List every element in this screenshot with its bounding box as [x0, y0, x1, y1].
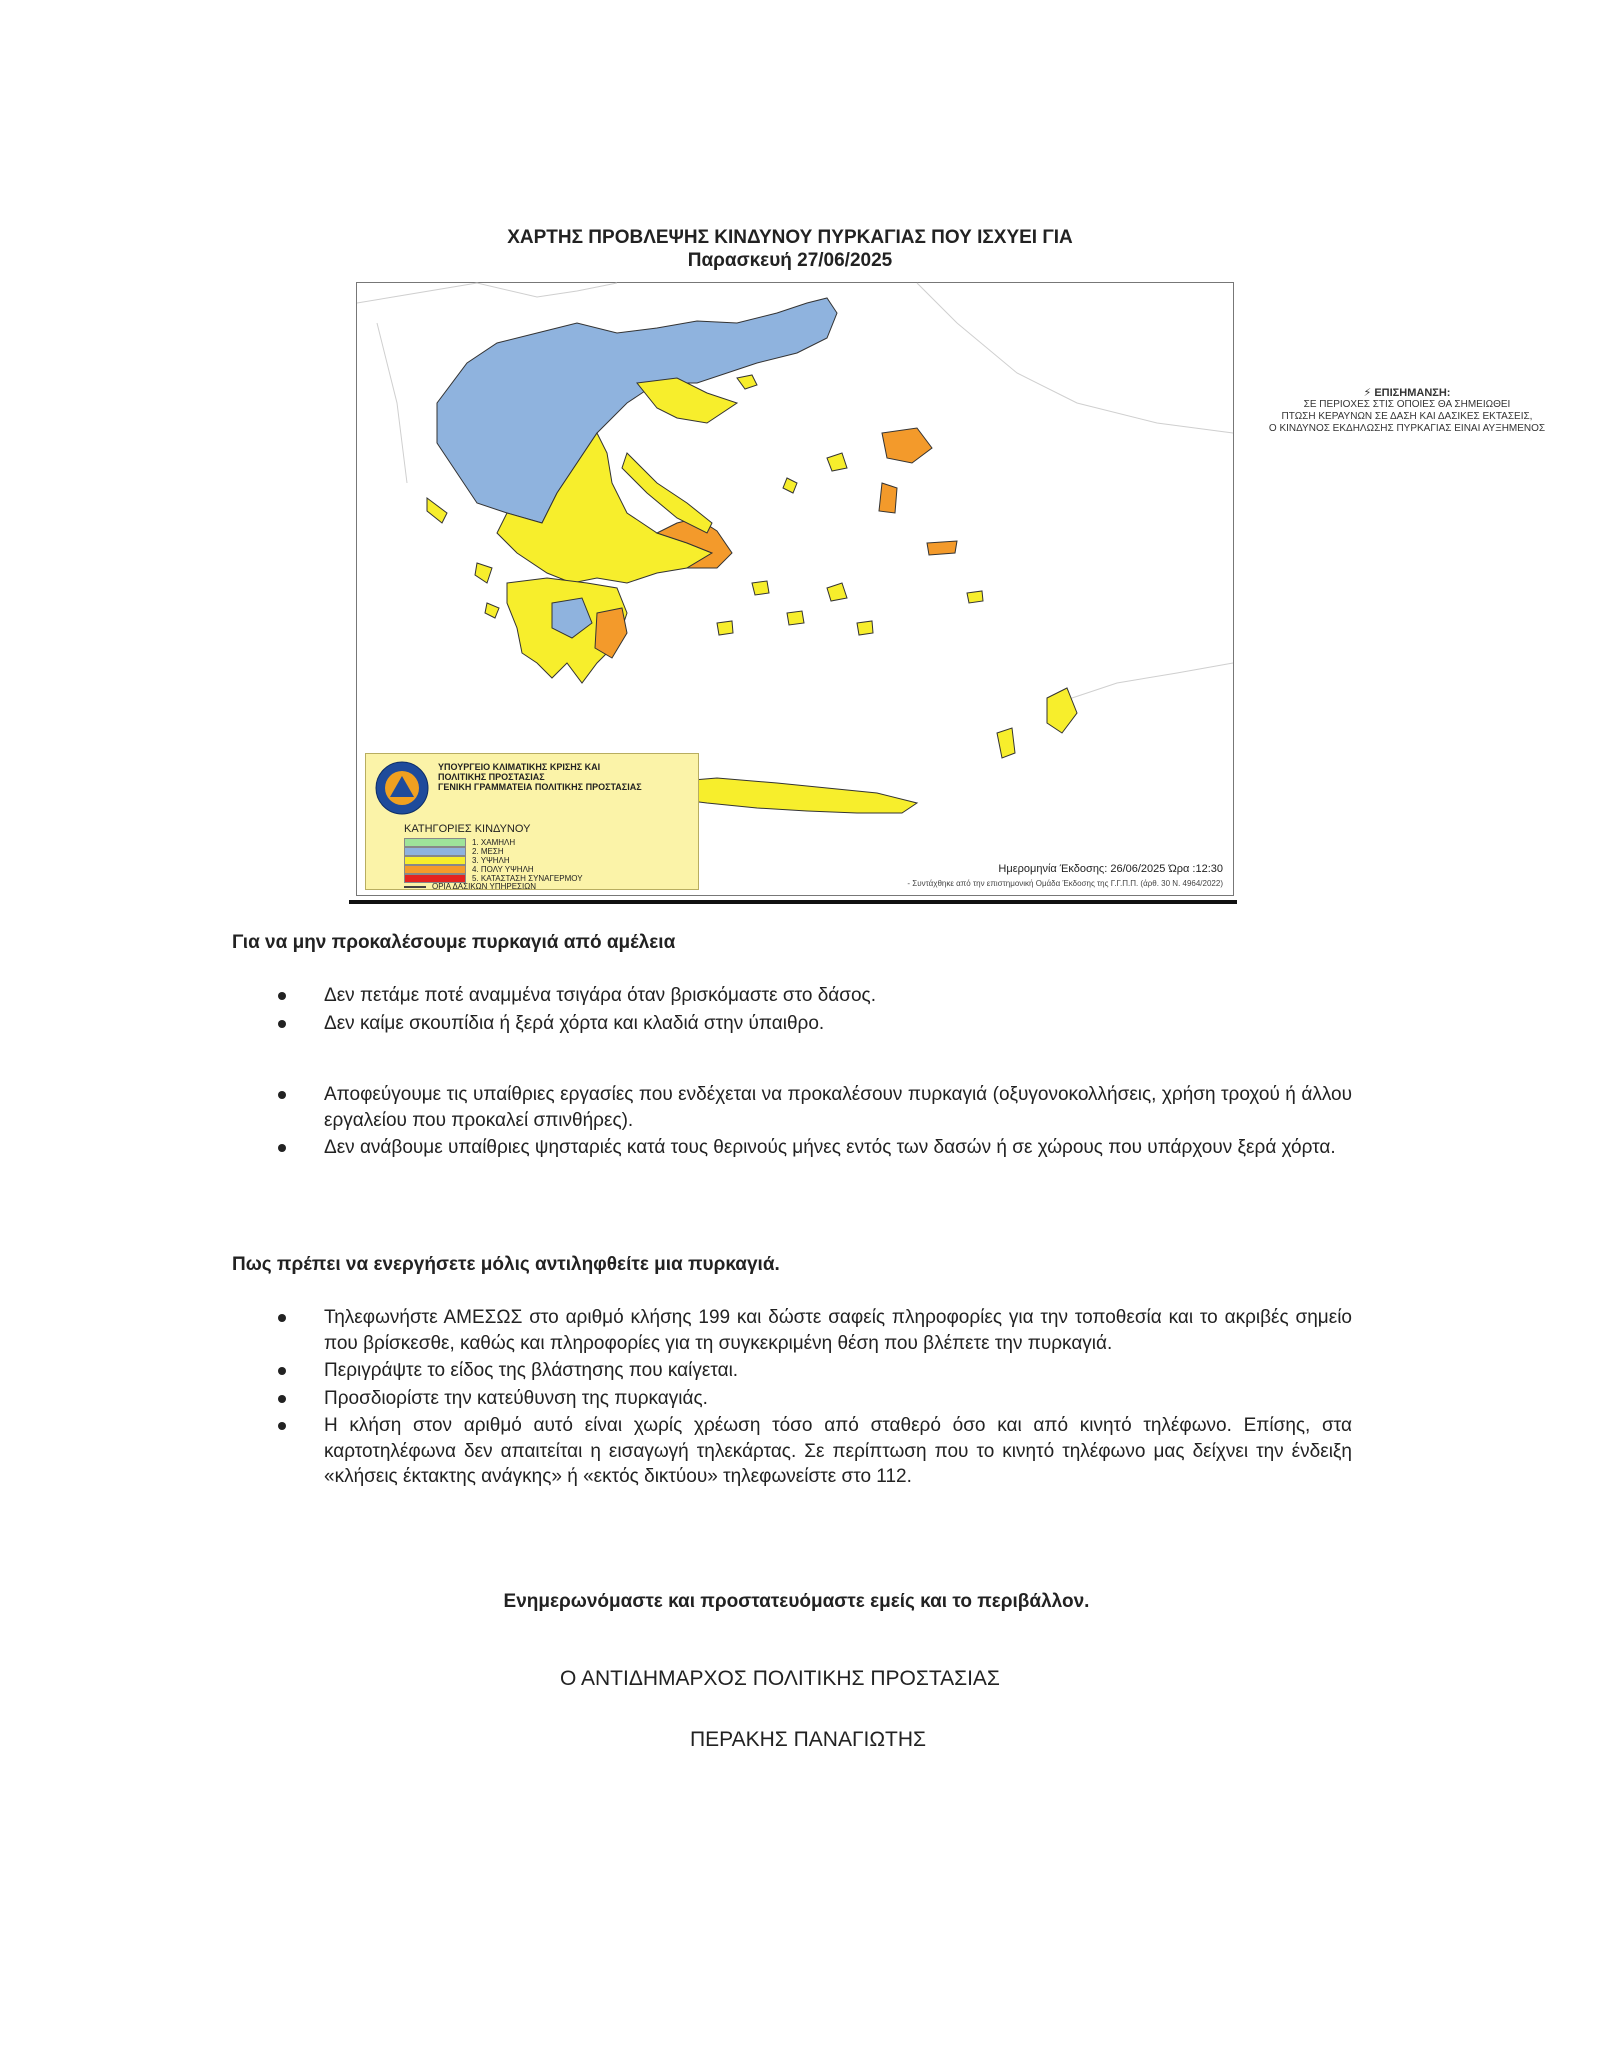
legend-swatch: [404, 856, 466, 865]
legend-swatch: [404, 865, 466, 874]
north-greece-region: [437, 298, 837, 523]
org-line: ΥΠΟΥΡΓΕΙΟ ΚΛΙΜΑΤΙΚΗΣ ΚΡΙΣΗΣ ΚΑΙ: [438, 762, 601, 772]
signature-name: ΠΕΡΑΚΗΣ ΠΑΝΑΓΙΩΤΗΣ: [690, 1728, 927, 1751]
map-legend: [365, 753, 699, 890]
list-item: [232, 1358, 1352, 1384]
map-title-line1: ΧΑΡΤΗΣ ΠΡΟΒΛΕΨΗΣ ΚΙΝΔΥΝΟΥ ΠΥΡΚΑΓΙΑΣ ΠΟΥ ΙΣΧΥΕΙ ΓΙΑ: [507, 227, 1073, 248]
list-item: [232, 1011, 1352, 1037]
chalkidiki-region: [637, 378, 737, 423]
legend-label: 1. ΧΑΜΗΛΗ: [472, 838, 516, 847]
section1-heading: Για να μην προκαλέσουμε πυρκαγιά από αμέλεια: [232, 932, 676, 953]
forest-boundary-legend: [404, 882, 536, 891]
legend-swatch: [404, 838, 466, 847]
argolida-region: [595, 608, 627, 658]
ministry-name: [438, 762, 642, 792]
civil-protection-logo-icon: [374, 760, 430, 816]
section2-list: [232, 1305, 1352, 1492]
list-item: [232, 1386, 1352, 1412]
notice-line: ΣΕ ΠΕΡΙΟΧΕΣ ΣΤΙΣ ΟΠΟΙΕΣ ΘΑ ΣΗΜΕΙΩΘΕΙ: [1303, 399, 1511, 410]
lightning-notice: [1217, 387, 1597, 435]
lesvos-island: [882, 428, 932, 463]
section1-list-a: [232, 983, 1352, 1038]
list-item: [232, 1305, 1352, 1356]
list-item-text: Δεν πετάμε ποτέ αναμμένα τσιγάρα όταν βρισκόμαστε στο δάσος.: [324, 985, 876, 1006]
list-item-text: Προσδιορίστε την κατεύθυνση της πυρκαγιάς.: [324, 1387, 708, 1409]
list-item: [232, 1082, 1352, 1133]
legend-title: ΚΑΤΗΓΟΡΙΕΣ ΚΙΝΔΥΝΟΥ: [404, 823, 531, 835]
legend-row: [404, 847, 583, 856]
legend-label: 2. ΜΕΣΗ: [472, 847, 504, 856]
lightning-icon: ⚡: [1363, 387, 1372, 399]
bullet-icon: [278, 992, 286, 1000]
list-item-text: Περιγράψτε το είδος της βλάστησης που καίγεται.: [324, 1360, 739, 1381]
map-title: [350, 226, 1230, 272]
map-footnote: - Συντάχθηκε από την επιστημονική Ομάδα Έκδοσης της Γ.Γ.Π.Π. (άρθ. 30 Ν. 4964/2022): [907, 879, 1223, 888]
legend-label: 3. ΥΨΗΛΗ: [472, 856, 510, 865]
closing-statement: Ενημερωνόμαστε και προστατευόμαστε εμείς και το περιβάλλον.: [503, 1591, 1090, 1612]
samos-island: [927, 541, 957, 555]
legend-row: [404, 856, 583, 865]
legend-swatch: [404, 847, 466, 856]
org-line: ΠΟΛΙΤΙΚΗΣ ΠΡΟΣΤΑΣΙΑΣ: [438, 772, 545, 782]
bullet-icon: [278, 1314, 286, 1322]
forest-boundary-label: ΟΡΙΑ ΔΑΣΙΚΩΝ ΥΠΗΡΕΣΙΩΝ: [432, 882, 536, 891]
issue-date: Ημερομηνία Έκδοσης: 26/06/2025 Ώρα :12:30: [998, 863, 1223, 875]
fire-risk-map: [356, 282, 1546, 896]
notice-line: ΠΤΩΣΗ ΚΕΡΑΥΝΩΝ ΣΕ ΔΑΣΗ ΚΑΙ ΔΑΣΙΚΕΣ ΕΚΤΑΣΕΙΣ,: [1281, 411, 1533, 422]
notice-title: ΕΠΙΣΗΜΑΝΣΗ:: [1374, 387, 1451, 399]
chios-island: [879, 483, 897, 513]
list-item: [232, 983, 1352, 1009]
line-swatch: [404, 886, 426, 888]
section2-heading: Πως πρέπει να ενεργήσετε μόλις αντιληφθείτε μια πυρκαγιά.: [232, 1254, 780, 1275]
list-item-text: Τηλεφωνήστε ΑΜΕΣΩΣ στο αριθμό κλήσης 199 και δώστε σαφείς πληροφορίες για την τοποθεσία και το ακριβές σημείο που βρίσκεσθε, καθώς και πληροφορίες για τη συγκεκριμένη θέση που βλέπετε την πυρκαγιά.: [324, 1307, 1352, 1354]
legend-items: [404, 838, 583, 883]
bullet-icon: [278, 1367, 286, 1375]
legend-row: [404, 865, 583, 874]
org-line: ΓΕΝΙΚΗ ΓΡΑΜΜΑΤΕΙΑ ΠΟΛΙΤΙΚΗΣ ΠΡΟΣΤΑΣΙΑΣ: [438, 782, 642, 792]
ionian-islands: [427, 498, 447, 523]
map-base-rule: [349, 900, 1237, 904]
signature-role: Ο ΑΝΤΙΔΗΜΑΡΧΟΣ ΠΟΛΙΤΙΚΗΣ ΠΡΟΣΤΑΣΙΑΣ: [560, 1667, 1000, 1690]
list-item-text: Δεν καίμε σκουπίδια ή ξερά χόρτα και κλαδιά στην ύπαιθρο.: [324, 1012, 825, 1034]
list-item: [232, 1413, 1352, 1490]
thasos-island: [737, 375, 757, 389]
legend-row: [404, 838, 583, 847]
legend-label: 4. ΠΟΛΥ ΥΨΗΛΗ: [472, 865, 534, 874]
bullet-icon: [278, 1144, 286, 1152]
list-item-text: Δεν ανάβουμε υπαίθριες ψησταριές κατά τους θερινούς μήνες εντός των δασών ή σε χώρους που υπάρχουν ξερά χόρτα.: [324, 1137, 1336, 1158]
bullet-icon: [278, 1422, 286, 1430]
list-item-text: Η κλήση στον αριθμό αυτό είναι χωρίς χρέωση τόσο από σταθερό όσο και από κινητό τηλέφωνο. Επίσης, στα καρτοτηλέφωνα δεν απαιτείται η εισαγωγή τηλεκάρτας. Σε περίπτωση που το κινητό τηλέφωνο μας δείχνει την ένδειξη «κλήσεις έκτακτης ανάγκης» ή «εκτός δικτύου» τηλεφωνείστε στο 112.: [324, 1415, 1352, 1487]
bullet-icon: [278, 1395, 286, 1403]
section1-list-b: [232, 1082, 1352, 1163]
map-title-date: Παρασκευή 27/06/2025: [687, 250, 893, 271]
bullet-icon: [278, 1020, 286, 1028]
list-item-text: Αποφεύγουμε τις υπαίθριες εργασίες που ενδέχεται να προκαλέσουν πυρκαγιά (οξυγονοκολλήσεις, χρήση τροχού ή άλλου εργαλείου που προκαλεί σπινθήρες).: [324, 1084, 1352, 1131]
rhodes-island: [1047, 688, 1077, 733]
notice-line: Ο ΚΙΝΔΥΝΟΣ ΕΚΔΗΛΩΣΗΣ ΠΥΡΚΑΓΙΑΣ ΕΙΝΑΙ ΑΥΞΗΜΕΝΟΣ: [1268, 423, 1546, 434]
legend-label: 5. ΚΑΤΑΣΤΑΣΗ ΣΥΝΑΓΕΡΜΟΥ: [472, 874, 583, 883]
list-item: [232, 1135, 1352, 1161]
bullet-icon: [278, 1091, 286, 1099]
